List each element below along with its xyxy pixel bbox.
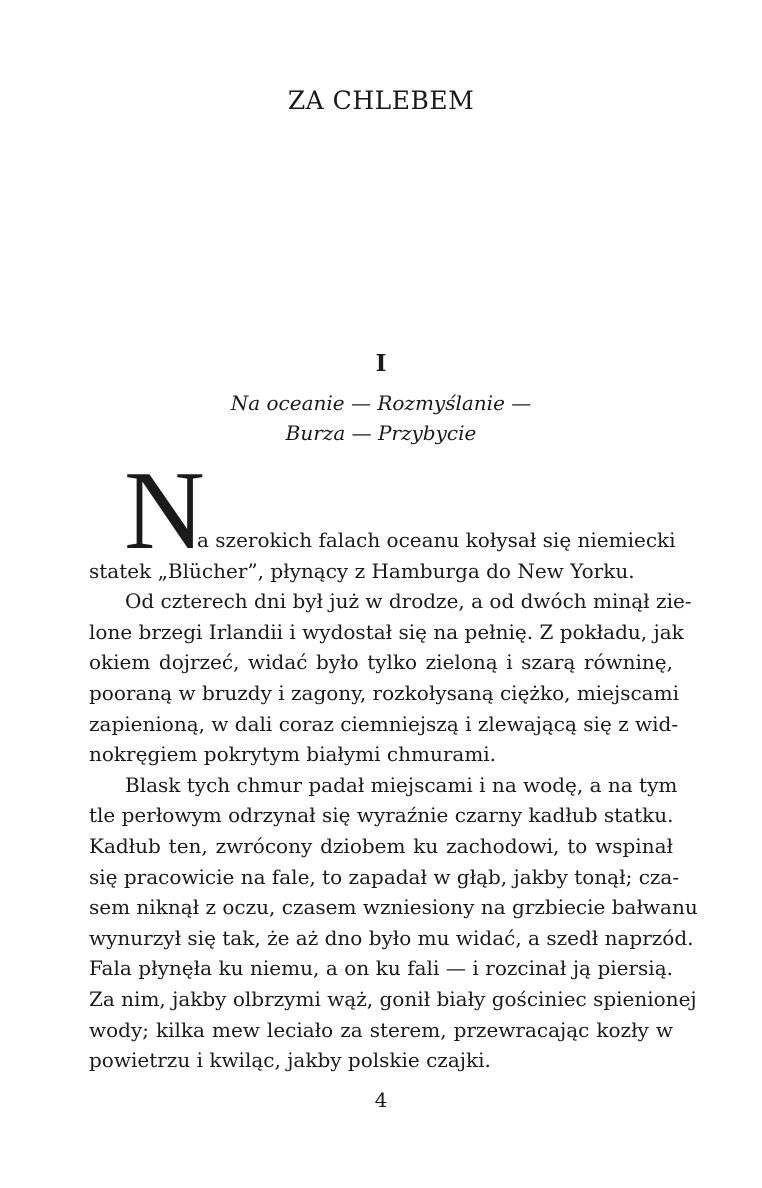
book-title: ZA CHLEBEM bbox=[287, 86, 475, 115]
text-line: Za nim, jakby olbrzymi wąż, gonił biały gościniec spienionej bbox=[89, 986, 697, 1011]
text-line: Kadłub ten, zwrócony dziobem ku zachodowi, to wspinał bbox=[89, 833, 673, 858]
chapter-subtitle-line: Burza — Przybycie bbox=[285, 421, 477, 445]
chapter-number: I bbox=[375, 350, 387, 377]
text-line: lone brzegi Irlandii i wydostał się na pełnię. Z pokładu, jak bbox=[89, 619, 684, 644]
text-line: powietrzu i kwiląc, jakby polskie czajki. bbox=[89, 1048, 491, 1073]
text-line: wynurzył się tak, że aż dno było mu widać, a szedł naprzód. bbox=[89, 925, 694, 950]
drop-cap: N bbox=[124, 449, 205, 573]
text-line: Od czterech dni był już w drodze, a od dwóch minął zie- bbox=[125, 589, 692, 614]
text-line: zapienioną, w dali coraz ciemniejszą i zlewającą się z wid- bbox=[89, 711, 679, 736]
page-number: 4 bbox=[374, 1088, 388, 1112]
body-text bbox=[89, 525, 698, 1076]
text-line: sem niknął z oczu, czasem wzniesiony na grzbiecie bałwanu bbox=[89, 895, 698, 920]
text-line: a szerokich falach oceanu kołysał się niemiecki bbox=[197, 528, 676, 552]
text-line: okiem dojrzeć, widać było tylko zieloną i szarą równinę, bbox=[89, 650, 673, 675]
text-line: statek „Blücher”, płynący z Hamburga do New Yorku. bbox=[89, 558, 635, 583]
text-line: pooraną w bruzdy i zagony, rozkołysaną ciężko, miejscami bbox=[89, 680, 679, 705]
text-line: się pracowicie na fale, to zapadał w głąb, jakby tonął; cza- bbox=[89, 864, 680, 889]
chapter-subtitle-line: Na oceanie — Rozmyślanie — bbox=[230, 391, 532, 415]
text-line: Fala płynęła ku niemu, a on ku fali — i rozcinał ją piersią. bbox=[89, 956, 673, 981]
text-line: nokręgiem pokrytym białymi chmurami. bbox=[89, 742, 497, 767]
text-line: Blask tych chmur padał miejscami i na wodę, a na tym bbox=[125, 772, 678, 797]
chapter-subtitle bbox=[0, 388, 762, 448]
text-line: tle perłowym odrzynał się wyraźnie czarny kadłub statku. bbox=[89, 803, 674, 828]
text-line: wody; kilka mew leciało za sterem, przewracając kozły w bbox=[89, 1017, 673, 1042]
